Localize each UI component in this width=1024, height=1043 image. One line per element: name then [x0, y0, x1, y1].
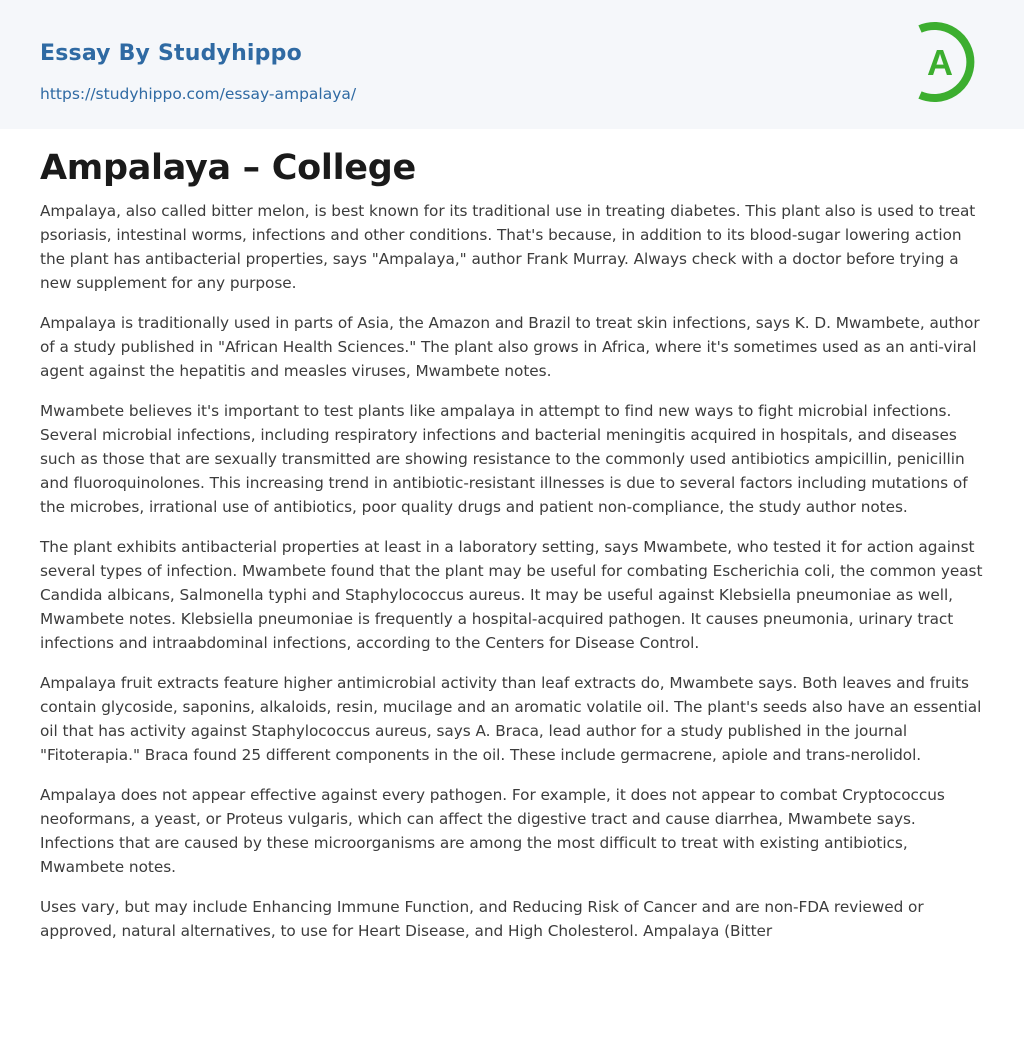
paragraph: Mwambete believes it's important to test plants like ampalaya in attempt to find new ways to fight microbial infections. Several microbial infections, including respiratory infections and bacterial meningitis acquired in hospitals, and diseases such as those that are sexually transmitted are showing resistance to the commonly used antibiotics ampicillin, penicillin and fluoroquinolones. This increasing trend in antibiotic-resistant illnesses is due to several factors including mutations of the microbes, irrational use of antibiotics, poor quality drugs and patient non-compliance, the study author notes. — [40, 402, 968, 516]
site-header — [0, 0, 1024, 129]
essay-title: Ampalaya – College — [40, 148, 416, 188]
paragraph: The plant exhibits antibacterial properties at least in a laboratory setting, says Mwambete, who tested it for action against several types of infection. Mwambete found that the plant may be useful for combating Escherichia coli, the common yeast Candida albicans, Salmonella typhi and Staphylococcus aureus. It may be useful against Klebsiella pneumoniae as well, Mwambete notes. Klebsiella pneumoniae is frequently a hospital-acquired pathogen. It causes pneumonia, urinary tract infections and intraabdominal infections, according to the Centers for Disease Control. — [40, 538, 983, 652]
essay-url-link[interactable]: https://studyhippo.com/essay-ampalaya/ — [40, 85, 357, 103]
studyhippo-logo-icon[interactable] — [912, 19, 986, 105]
paragraph: Ampalaya fruit extracts feature higher antimicrobial activity than leaf extracts do, Mwambete says. Both leaves and fruits contain glycoside, saponins, alkaloids, resin, mucilage and an aromatic volatile oil. The plant's seeds also have an essential oil that has activity against Staphylococcus aureus, says A. Braca, lead author for a study published in the journal "Fitoterapia." Braca found 25 different components in the oil. These include germacrene, apiole and trans-nerolidol. — [40, 674, 982, 764]
brand-title[interactable]: Essay By Studyhippo — [40, 41, 302, 66]
paragraph: Uses vary, but may include Enhancing Immune Function, and Reducing Risk of Cancer and are non-FDA reviewed or approved, natural alternatives, to use for Heart Disease, and High Cholesterol. Ampalaya (Bitter — [40, 898, 924, 940]
paragraph: Ampalaya is traditionally used in parts of Asia, the Amazon and Brazil to treat skin infections, says K. D. Mwambete, author of a study published in "African Health Sciences." The plant also grows in Africa, where it's sometimes used as an anti-viral agent against the hepatitis and measles viruses, Mwambete notes. — [40, 314, 980, 380]
essay-body — [40, 143, 984, 959]
paragraph: Ampalaya, also called bitter melon, is best known for its traditional use in treating diabetes. This plant also is used to treat psoriasis, intestinal worms, infections and other conditions. That's because, in addition to its blood-sugar lowering action the plant has antibacterial properties, says "Ampalaya," author Frank Murray. Always check with a doctor before trying a new supplement for any purpose. — [40, 202, 976, 292]
paragraph: Ampalaya does not appear effective against every pathogen. For example, it does not appear to combat Cryptococcus neoformans, a yeast, or Proteus vulgaris, which can affect the digestive tract and cause diarrhea, Mwambete says. Infections that are caused by these microorganisms are among the most difficult to treat with existing antibiotics, Mwambete notes. — [40, 786, 945, 876]
logo-letter: A — [927, 42, 953, 83]
